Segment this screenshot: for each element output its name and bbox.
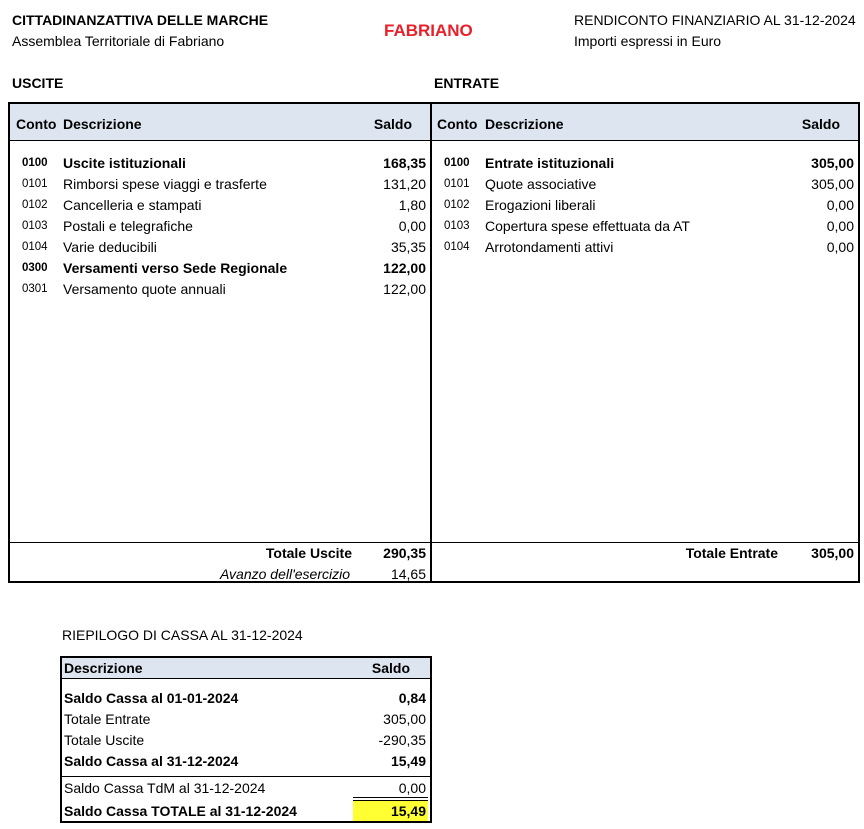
uscite-row xyxy=(10,279,430,300)
entrate-saldo: 0,00 xyxy=(826,239,854,255)
totale-uscite-label: Totale Uscite xyxy=(265,545,352,561)
entrate-descrizione: Quote associative xyxy=(485,176,597,192)
uscite-conto: 0103 xyxy=(22,220,48,232)
entrate-row xyxy=(432,153,858,174)
uscite-col-descrizione: Descrizione xyxy=(63,116,142,132)
riepilogo-header xyxy=(62,658,430,679)
uscite-row xyxy=(10,153,430,174)
uscite-conto: 0102 xyxy=(22,199,48,211)
entrate-col-descrizione: Descrizione xyxy=(485,116,564,132)
uscite-conto: 0100 xyxy=(22,157,48,169)
org-subtitle: Assemblea Territoriale di Fabriano xyxy=(12,33,225,49)
entrate-saldo: 0,00 xyxy=(826,218,854,234)
entrate-col-conto: Conto xyxy=(437,116,478,132)
riepilogo-descrizione: Totale Uscite xyxy=(64,732,145,748)
entrate-row xyxy=(432,195,858,216)
uscite-conto: 0301 xyxy=(22,283,48,295)
entrate-row xyxy=(432,174,858,195)
totale-entrate-label: Totale Entrate xyxy=(685,545,778,561)
uscite-saldo: 122,00 xyxy=(383,260,426,276)
entrate-row xyxy=(432,216,858,237)
entrate-descrizione: Entrate istituzionali xyxy=(485,155,615,171)
riepilogo-saldo: 0,84 xyxy=(398,690,426,706)
uscite-saldo: 35,35 xyxy=(390,239,426,255)
entrate-conto: 0102 xyxy=(444,199,470,211)
saldo-totale-label: Saldo Cassa TOTALE al 31-12-2024 xyxy=(64,803,297,819)
uscite-col-saldo: Saldo xyxy=(373,116,412,132)
riepilogo-row xyxy=(62,751,430,772)
uscite-saldo: 131,20 xyxy=(383,176,426,192)
avanzo-value: 14,65 xyxy=(390,566,426,582)
uscite-saldo: 122,00 xyxy=(383,281,426,297)
uscite-descrizione: Postali e telegrafiche xyxy=(63,218,193,234)
riepilogo-row xyxy=(62,709,430,730)
uscite-row xyxy=(10,237,430,258)
uscite-descrizione: Versamenti verso Sede Regionale xyxy=(63,260,288,276)
riepilogo-saldo: 15,49 xyxy=(390,753,426,769)
uscite-descrizione: Rimborsi spese viaggi e trasferte xyxy=(63,176,267,192)
riepilogo-col-saldo: Saldo xyxy=(371,660,410,676)
uscite-section-title: USCITE xyxy=(12,75,64,91)
riepilogo-descrizione: Totale Entrate xyxy=(64,711,151,727)
riepilogo-table xyxy=(60,656,432,823)
uscite-conto: 0104 xyxy=(22,241,48,253)
riepilogo-saldo: 305,00 xyxy=(383,711,426,727)
entrate-section-title: ENTRATE xyxy=(434,75,500,91)
riepilogo-sum-line-1 xyxy=(353,797,428,798)
entrate-descrizione: Arrotondamenti attivi xyxy=(485,239,614,255)
uscite-row xyxy=(10,258,430,279)
entrate-row xyxy=(432,237,858,258)
entrate-conto: 0101 xyxy=(444,178,470,190)
report-subtitle: Importi espressi in Euro xyxy=(574,33,722,49)
saldo-tdm-label: Saldo Cassa TdM al 31-12-2024 xyxy=(64,780,266,796)
uscite-conto: 0101 xyxy=(22,178,48,190)
org-name: CITTADINANZATTIVA DELLE MARCHE xyxy=(12,12,269,28)
uscite-row xyxy=(10,216,430,237)
riepilogo-divider xyxy=(62,776,430,777)
totale-entrate-value: 305,00 xyxy=(811,545,854,561)
riepilogo-title: RIEPILOGO DI CASSA AL 31-12-2024 xyxy=(62,627,303,643)
entrate-total-divider xyxy=(432,542,858,543)
uscite-descrizione: Versamento quote annuali xyxy=(63,281,226,297)
entrate-table xyxy=(430,102,860,583)
riepilogo-saldo: -290,35 xyxy=(378,732,426,748)
riepilogo-col-descrizione: Descrizione xyxy=(64,660,143,676)
riepilogo-row xyxy=(62,730,430,751)
uscite-descrizione: Varie deducibili xyxy=(63,239,157,255)
city-title: FABRIANO xyxy=(384,21,473,40)
uscite-conto: 0300 xyxy=(22,262,48,274)
report-title: RENDICONTO FINANZIARIO AL 31-12-2024 xyxy=(574,12,856,28)
entrate-saldo: 305,00 xyxy=(811,155,854,171)
uscite-row xyxy=(10,195,430,216)
entrate-saldo: 305,00 xyxy=(811,176,854,192)
uscite-descrizione: Uscite istituzionali xyxy=(63,155,186,171)
uscite-table xyxy=(8,102,432,583)
saldo-tdm-value: 0,00 xyxy=(398,780,426,796)
totale-uscite-value: 290,35 xyxy=(383,545,426,561)
entrate-descrizione: Copertura spese effettuata da AT xyxy=(485,218,690,234)
entrate-table-header xyxy=(432,104,858,141)
avanzo-label: Avanzo dell'esercizio xyxy=(219,566,350,582)
riepilogo-descrizione: Saldo Cassa al 31-12-2024 xyxy=(64,753,239,769)
uscite-total-divider xyxy=(10,542,430,543)
uscite-saldo: 168,35 xyxy=(383,155,426,171)
entrate-conto: 0104 xyxy=(444,241,470,253)
entrate-conto: 0103 xyxy=(444,220,470,232)
entrate-descrizione: Erogazioni liberali xyxy=(485,197,596,213)
uscite-saldo: 0,00 xyxy=(398,218,426,234)
entrate-col-saldo: Saldo xyxy=(801,116,840,132)
saldo-totale-value: 15,49 xyxy=(390,803,426,819)
uscite-descrizione: Cancelleria e stampati xyxy=(63,197,202,213)
riepilogo-descrizione: Saldo Cassa al 01-01-2024 xyxy=(64,690,239,706)
entrate-saldo: 0,00 xyxy=(826,197,854,213)
uscite-col-conto: Conto xyxy=(16,116,57,132)
entrate-conto: 0100 xyxy=(444,157,470,169)
uscite-saldo: 1,80 xyxy=(398,197,426,213)
uscite-row xyxy=(10,174,430,195)
uscite-table-header xyxy=(10,104,430,141)
riepilogo-row xyxy=(62,688,430,709)
